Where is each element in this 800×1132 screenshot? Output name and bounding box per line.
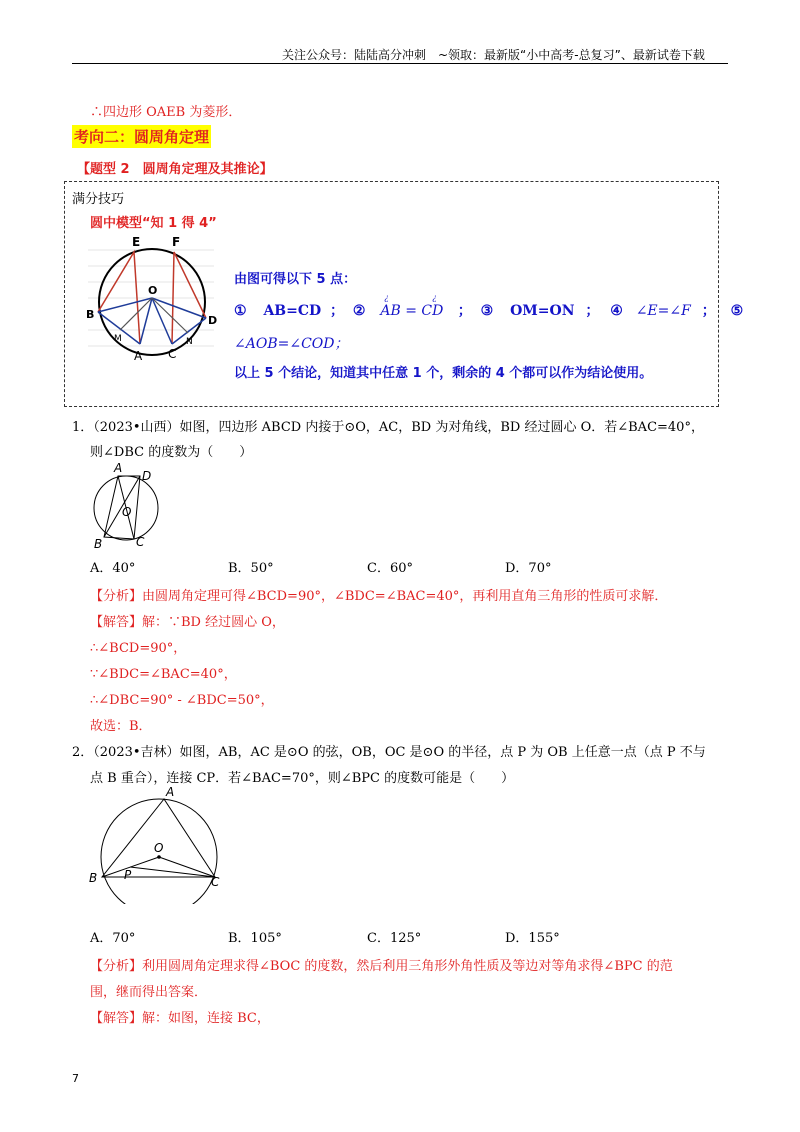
- fig-label-c: C: [168, 347, 177, 361]
- fig-label-n: N: [186, 337, 193, 347]
- tip-model-title: 圆中模型“知 1 得 4”: [90, 216, 217, 231]
- point-2-number: ②: [352, 303, 366, 319]
- page-number: 7: [72, 1072, 79, 1085]
- circle-model-figure: [82, 232, 222, 367]
- fig-label-f: F: [172, 235, 181, 249]
- sep-4: ；: [701, 303, 716, 319]
- q1-label-a: A: [114, 461, 123, 475]
- q1-label-b: B: [94, 537, 103, 551]
- q1-answer-line5: 故选：B．: [90, 719, 152, 734]
- q2-option-b[interactable]: B．105°: [228, 931, 282, 946]
- q2-label-o: O: [154, 841, 164, 855]
- q1-option-a[interactable]: A．40°: [90, 561, 136, 576]
- q2-option-a[interactable]: A．70°: [90, 931, 136, 946]
- q2-analysis-line1: 【分析】利用圆周角定理求得∠BOC 的度数，然后利用三角形外角性质及等边对等角求得∠BPC 的范: [90, 959, 673, 974]
- q1-label-d: D: [142, 469, 152, 483]
- page-header: 关注公众号：陆陆高分冲刺 ~领取：最新版“小中高考-总复习”、最新试卷下载: [282, 48, 705, 62]
- tip-points-row: [234, 293, 744, 320]
- point-2-text: AB = CD: [380, 303, 444, 319]
- q1-analysis: 【分析】由圆周角定理可得∠BCD=90°，∠BDC=∠BAC=40°，再利用直角三角形的性质可求解．: [90, 589, 668, 604]
- q1-answer-line1: 【解答】解：∵BD 经过圆心 O，: [90, 615, 285, 630]
- point-5-text: ∠AOB=∠COD；: [234, 336, 349, 352]
- point-1-text: AB=CD: [263, 303, 322, 319]
- fig-label-a: A: [134, 349, 143, 363]
- point-2-arcs: [380, 293, 447, 319]
- point-3-number: ③: [480, 303, 494, 319]
- q1-answer-line3: ∵∠BDC=∠BAC=40°，: [90, 667, 237, 682]
- q1-stem-line2: 则∠DBC 的度数为（ ）: [90, 445, 253, 460]
- point-5-number: ⑤: [730, 303, 744, 319]
- q2-stem-line1: 2．（2023•吉林）如图，AB，AC 是⊙O 的弦，OB，OC 是⊙O 的半径，点 P 为 OB 上任意一点（点 P 不与: [72, 745, 706, 760]
- arc-mark-cd: ¿: [432, 293, 437, 302]
- point-3-text: OM=ON: [510, 303, 575, 319]
- q2-figure: [86, 784, 236, 904]
- sep-1: ；: [330, 303, 345, 319]
- question-type-title: 【题型 2 圆周角定理及其推论】: [77, 162, 273, 177]
- fig-label-m: M: [114, 334, 122, 344]
- q1-label-o: O: [122, 505, 132, 519]
- q1-option-d[interactable]: D．70°: [505, 561, 552, 576]
- q2-answer-line1: 【解答】解：如图，连接 BC，: [90, 1011, 270, 1026]
- q2-stem-line2: 点 B 重合），连接 CP．若∠BAC=70°，则∠BPC 的度数可能是（ ）: [90, 771, 515, 786]
- q2-option-d[interactable]: D．155°: [505, 931, 560, 946]
- q2-label-p: P: [124, 868, 132, 882]
- q1-stem-line1: 1．（2023•山西）如图，四边形 ABCD 内接于⊙O，AC，BD 为对角线，BD 经过圆心 O．若∠BAC=40°，: [72, 420, 704, 435]
- q1-label-c: C: [136, 535, 145, 549]
- arc-mark-ab: ¿: [384, 293, 389, 302]
- q2-analysis-line2: 围，继而得出答案．: [90, 985, 208, 1000]
- point-1-number: ①: [234, 303, 247, 319]
- q2-label-a: A: [166, 785, 175, 799]
- fig-label-e: E: [132, 235, 141, 249]
- q2-option-c[interactable]: C．125°: [367, 931, 422, 946]
- sep-2: ；: [457, 303, 472, 319]
- q1-answer-line2: ∴∠BCD=90°，: [90, 641, 187, 656]
- q2-label-c: C: [211, 875, 220, 889]
- fig-label-b: B: [86, 308, 95, 321]
- fig-label-o: O: [148, 284, 158, 297]
- q1-option-c[interactable]: C．60°: [367, 561, 413, 576]
- tip-conclusion: 以上 5 个结论，知道其中任意 1 个，剩余的 4 个都可以作为结论使用。: [234, 366, 653, 381]
- prior-conclusion: ∴四边形 OAEB 为菱形．: [90, 105, 242, 120]
- point-4-number: ④: [610, 303, 623, 319]
- q1-option-b[interactable]: B．50°: [228, 561, 274, 576]
- fig-label-d: D: [208, 314, 218, 327]
- tip-heading: 满分技巧: [72, 192, 125, 207]
- point-4-text: ∠E=∠F: [635, 303, 691, 319]
- header-divider: [72, 63, 728, 64]
- q1-figure: [86, 460, 166, 552]
- tip-line-intro: 由图可得以下 5 点：: [234, 272, 357, 287]
- sep-3: ；: [585, 303, 600, 319]
- q2-label-b: B: [89, 871, 98, 885]
- section-direction-title: 考向二：圆周角定理: [72, 125, 211, 148]
- q1-answer-line4: ∴∠DBC=90° - ∠BDC=50°，: [90, 693, 274, 708]
